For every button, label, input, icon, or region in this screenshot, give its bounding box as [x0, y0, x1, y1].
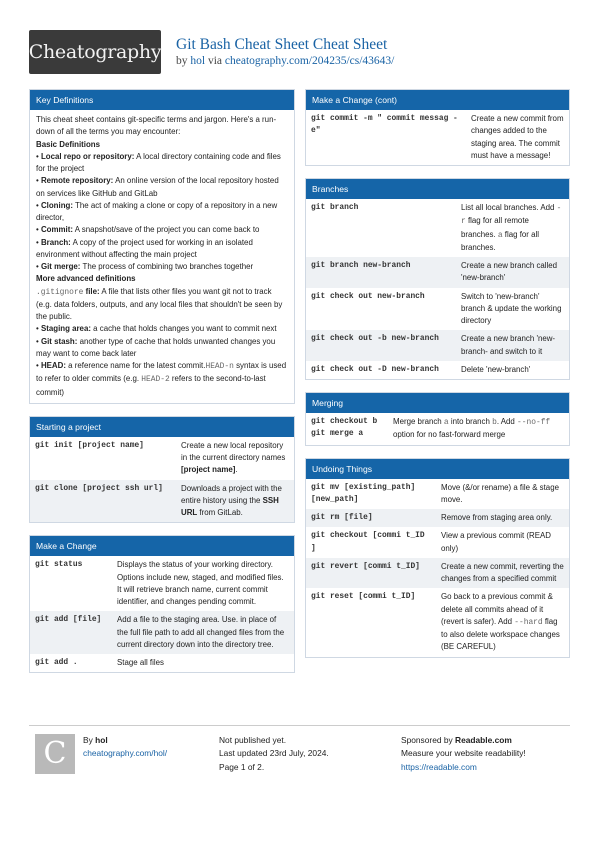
section-title: Branches [306, 179, 569, 199]
description-cell: Delete 'new-branch' [461, 364, 531, 374]
footer-by: By [83, 735, 93, 745]
logo-text: Cheatography [28, 41, 162, 63]
definition-item: • Commit: A snapshot/save of the project you can come back to [36, 225, 260, 235]
table-row [306, 288, 569, 331]
definition-item: • HEAD: a reference name for the latest commit.HEAD-n syntax is used to refer to older commits (e.g. HEAD-2 refers to the second-to-last commit) [36, 361, 287, 397]
byline [176, 55, 394, 67]
author-link[interactable]: hol [190, 55, 206, 67]
description-cell: Downloads a project with the entire history using the SSH URL from GitLab. [176, 480, 294, 523]
table-row [30, 556, 294, 611]
table-row [306, 527, 569, 558]
logo[interactable] [29, 30, 161, 74]
starting-project-section [29, 416, 295, 524]
table-row [306, 558, 569, 589]
definition-item: • Staging area: a cache that holds changes you want to commit next [36, 324, 277, 334]
table-row [306, 330, 569, 361]
command-cell: git reset [commi t_ID] [311, 592, 416, 602]
description-cell: Merge branch a into branch b. Add --no-ff option for no fast-forward merge [393, 417, 551, 440]
advanced-heading: More advanced definitions [36, 274, 136, 284]
command-cell: git check out new-branch [311, 291, 425, 301]
sponsor-name[interactable]: Readable.com [455, 735, 512, 745]
description-cell: Create a new commit, reverting the changes from a specified commit [436, 558, 569, 589]
command-cell: git init [project name] [35, 440, 144, 450]
merging-section [305, 392, 570, 446]
left-column [29, 89, 295, 685]
command-cell: git check out -D new-branch [311, 364, 439, 374]
description-cell: View a previous commit (READ only) [441, 531, 551, 553]
sponsor-prefix: Sponsored by [401, 735, 453, 745]
last-updated: Last updated 23rd July, 2024. [219, 748, 329, 759]
table-row [30, 480, 294, 523]
make-change-cont-section [305, 89, 570, 166]
footer-author-name[interactable]: hol [95, 735, 108, 745]
definition-item: • Branch: A copy of the project used for working in an isolated environment without affecting the main project [36, 237, 253, 259]
section-title: Key Definitions [30, 90, 294, 110]
table-row [306, 361, 569, 379]
description-cell: Create a new local repository in the current directory names [project name]. [181, 440, 286, 475]
description-cell: Remove from staging area only. [436, 509, 569, 527]
table-row [306, 199, 569, 257]
table-row [306, 479, 569, 510]
table-row [306, 509, 569, 527]
footer [29, 725, 570, 785]
avatar[interactable]: C [35, 734, 75, 774]
right-column [305, 89, 570, 670]
command-cell: git branch new-branch [306, 257, 456, 288]
section-title: Undoing Things [306, 459, 569, 479]
command-cell: git add [file] [30, 611, 112, 654]
command-cell: git clone [project ssh url] [30, 480, 176, 523]
sponsor-text: Measure your website readability! [401, 748, 526, 759]
table-row [306, 257, 569, 288]
key-definitions-section [29, 89, 295, 404]
command-cell: git add . [35, 658, 78, 667]
make-change-section [29, 535, 295, 673]
byline-by: by [176, 55, 188, 67]
section-title: Starting a project [30, 417, 294, 437]
table-row [306, 110, 569, 165]
command-cell: git branch [311, 203, 359, 212]
command-cell: git check out -b new-branch [306, 330, 456, 361]
command-cell: git revert [commi t_ID] [306, 558, 436, 589]
author-profile-link[interactable]: cheatography.com/hol/ [83, 748, 168, 759]
definition-item: • Git stash: another type of cache that holds unwanted changes you may want to come back later [36, 336, 276, 358]
description-cell: Create a new branch called 'new-branch' [456, 257, 569, 288]
branches-section [305, 178, 570, 380]
definition-item: • Git merge: The process of combining two branches together [36, 262, 254, 271]
description-cell: Create a new branch 'new-branch- and switch to it [456, 330, 569, 361]
command-cell: git commit -m " commit messag - e" [311, 114, 458, 136]
footer-sponsor [401, 734, 526, 774]
definition-item: • Cloning: The act of making a clone or copy of a repository in a new director, [36, 200, 278, 222]
description-cell: Go back to a previous commit & delete all commits ahead of it (revert is safer). Add --hard flag to also delete workspace changes (BE CAREFUL) [441, 592, 560, 652]
description-cell: Add a file to the staging area. Use. in place of the full file path to add all changed files from the current directory down into the directory tree. [112, 611, 294, 654]
table-row [306, 588, 569, 656]
page-number: Page 1 of 2. [219, 761, 265, 772]
description-cell: List all local branches. Add -r flag for all remote branches. a flag for all branches. [461, 203, 562, 252]
command-cell: git checkout b git merge a [311, 417, 378, 439]
sponsor-link[interactable]: https://readable.com [401, 761, 477, 772]
section-title: Make a Change [30, 536, 294, 556]
definition-item: • Remote repository: An online version of the local repository hosted on services like GitHub and GitLab [36, 176, 279, 198]
table-row [30, 437, 294, 480]
command-cell: git rm [file] [306, 509, 436, 527]
description-cell: Create a new commit from changes added to the staging area. The commit must have a message! [471, 114, 564, 160]
section-title: Merging [306, 393, 569, 413]
footer-meta [219, 734, 329, 774]
description-cell: Switch to 'new-branch' branch & update the working directory [461, 291, 562, 325]
published-status: Not published yet. [219, 735, 287, 745]
definition-item: .gitignore file: A file that lists other files you want git not to track (e.g. data folders, outputs, and any local files that shouldn't be seen by the public. [36, 286, 283, 321]
command-cell: git checkout [commi t_ID ] [311, 531, 425, 553]
definition-item: • Local repo or repository: A local directory containing code and files for the project [36, 151, 281, 173]
command-cell: git status [35, 560, 83, 570]
description-cell: Displays the status of your working directory. Options include new, staged, and modified files. It will retrieve branch name, current commit identifier, and changes pending commit. [117, 560, 284, 606]
command-cell: git mv [existing_path] [new_path] [311, 482, 416, 504]
section-title: Make a Change (cont) [306, 90, 569, 110]
undoing-section [305, 458, 570, 658]
page-title: Git Bash Cheat Sheet Cheat Sheet [176, 36, 388, 53]
description-cell: Stage all files [117, 658, 164, 667]
table-row [306, 413, 569, 445]
footer-author [83, 734, 167, 761]
intro-text: This cheat sheet contains git-specific terms and jargon. Here's a run-down of all the terms you may encounter: [36, 115, 277, 137]
description-cell: Move (&/or rename) a file & stage move. [441, 482, 559, 504]
table-row [30, 654, 294, 672]
sheet-url-link[interactable]: cheatography.com/204235/cs/43643/ [224, 55, 395, 67]
basic-heading: Basic Definitions [36, 139, 101, 149]
table-row [30, 611, 294, 654]
byline-via: via [207, 55, 223, 67]
